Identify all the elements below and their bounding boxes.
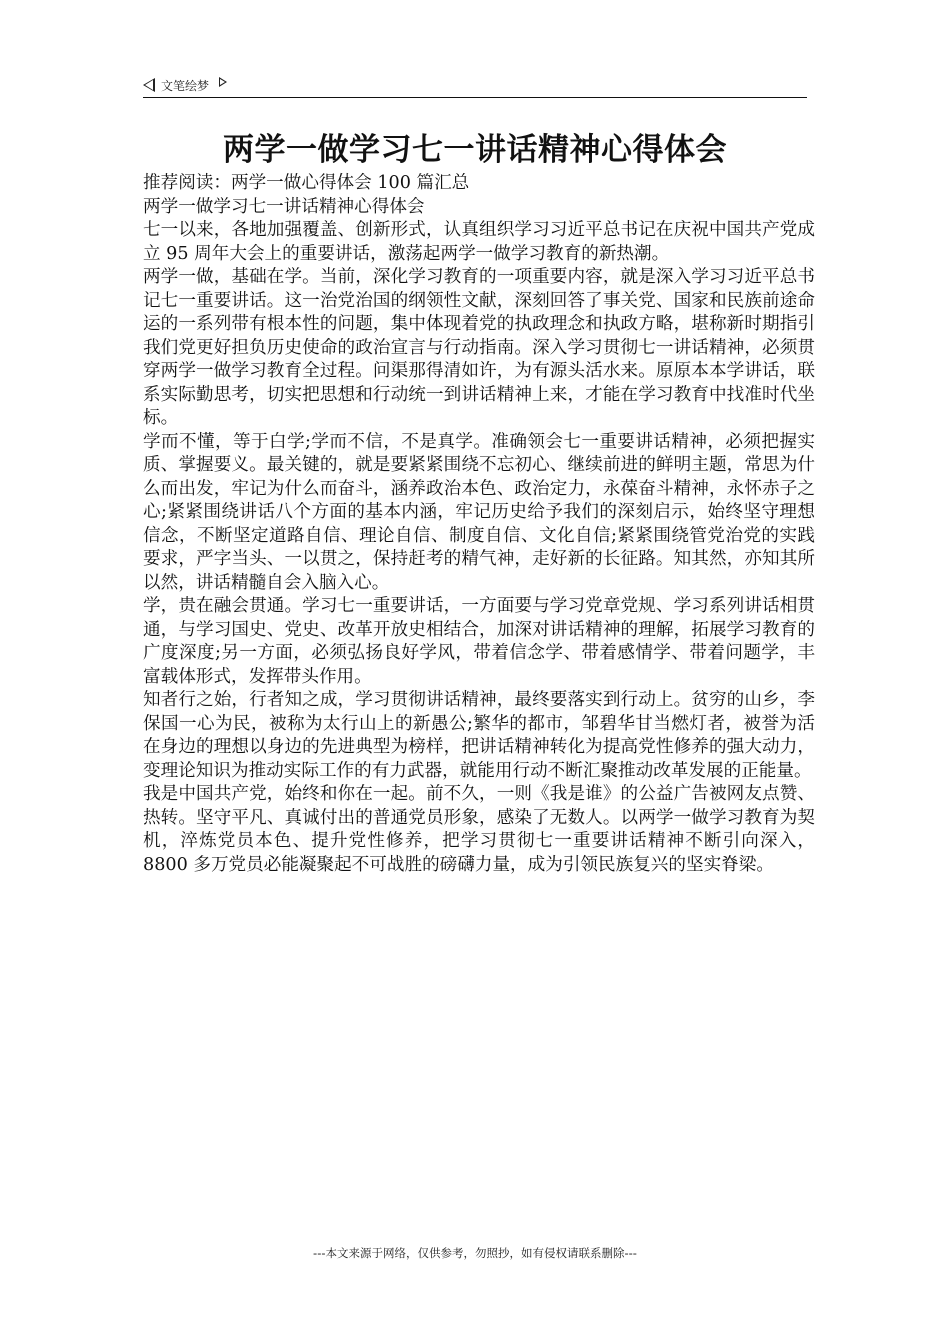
subtitle-line: 两学一做学习七一讲话精神心得体会 [143,196,425,217]
header-label: 文笔绘梦 [161,78,210,93]
body-paragraph: 两学一做，基础在学。当前，深化学习教育的一项重要内容，就是深入学习习近平总书记七一重要讲话。这一治党治国的纲领性文献，深刻回答了事关党、国家和民族前途命运的一系列带有根本性的问题，集中体现着党的执政理念和执政方略，堪称新时期指引我们党更好担负历史使命的政治宣言与行动指南。深入学习贯彻七一讲话精神，必须贯穿两学一做学习教育全过程。问渠那得清如许，为有源头活水来。原原本本学讲话，联系实际勤思考，切实把思想和行动统一到讲话精神上来，才能在学习教育中找准时代坐标。 [143,267,815,428]
triangle-left-icon [143,78,155,92]
body-paragraph: 我是中国共产党，始终和你在一起。前不久，一则《我是谁》的公益广告被网友点赞、热转。坚守平凡、真诚付出的普通党员形象，感染了无数人。以两学一做学习教育为契机，淬炼党员本色、提升党性修养，把学习贯彻七一重要讲话精神不断引向深入，8800 多万党员必能凝聚起不可战胜的磅礴力量，成为引领民族复兴的坚实脊梁。 [143,784,815,875]
document-title: 两学一做学习七一讲话精神心得体会 [223,132,727,168]
page-header [143,74,227,96]
recommended-reading: 推荐阅读：两学一做心得体会 100 篇汇总 [143,173,470,193]
body-paragraph: 七一以来，各地加强覆盖、创新形式，认真组织学习习近平总书记在庆祝中国共产党成立 95 周年大会上的重要讲话，激荡起两学一做学习教育的新热潮。 [143,220,815,264]
header-divider [143,97,807,98]
body-paragraph: 学而不懂，等于白学;学而不信，不是真学。准确领会七一重要讲话精神，必须把握实质、掌握要义。最关键的，就是要紧紧围绕不忘初心、继续前进的鲜明主题，常思为什么而出发，牢记为什么而奋斗，涵养政治本色、政治定力，永葆奋斗精神，永怀赤子之心;紧紧围绕讲话八个方面的基本内涵，牢记历史给予我们的深刻启示，始终坚守理想信念，不断坚定道路自信、理论自信、制度自信、文化自信;紧紧围绕管党治党的实践要求，严字当头、一以贯之，保持赶考的精气神，走好新的长征路。知其然，亦知其所以然，讲话精髓自会入脑入心。 [143,431,815,593]
body-paragraph: 知者行之始，行者知之成，学习贯彻讲话精神，最终要落实到行动上。贫穷的山乡，李保国一心为民，被称为太行山上的新愚公;繁华的都市，邹碧华甘当燃灯者，被誉为活在身边的理想以身边的先进典型为榜样，把讲话精神转化为提高党性修养的强大动力，变理论知识为推动实际工作的有力武器，就能用行动不断汇聚推动改革发展的正能量。 [143,690,815,781]
triangle-right-icon [219,77,227,87]
body-paragraph: 学，贵在融会贯通。学习七一重要讲话，一方面要与学习党章党规、学习系列讲话相贯通，与学习国史、党史、改革开放史相结合，加深对讲话精神的理解，拓展学习教育的广度深度;另一方面，必须弘扬良好学风，带着信念学、带着感情学、带着问题学，丰富载体形式，发挥带头作用。 [143,596,815,687]
page-footer-disclaimer: ---本文来源于网络，仅供参考，勿照抄，如有侵权请联系删除--- [313,1246,637,1260]
document-body [143,172,815,877]
